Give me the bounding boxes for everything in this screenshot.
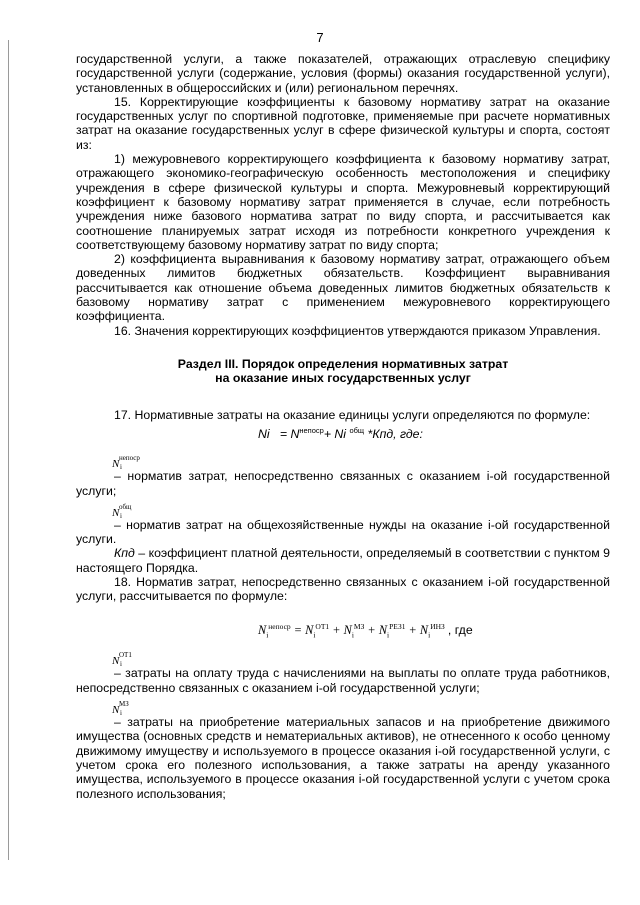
formula-1-tail: *Кпд, где: [367, 426, 423, 441]
def1-symbol: N непоср i [112, 454, 140, 471]
formula-1 [76, 424, 610, 441]
definition-3: – затраты на оплату труда с начислениями на выплаты по оплате труда работников, непосредственно связанных с оказанием i-ой государственной услуги; [76, 666, 610, 695]
paragraph-18: 18. Норматив затрат, непосредственно связанных с оказанием i-ой государственной услуги, рассчитывается по формуле: [76, 575, 610, 604]
kpd-text: – коэффициент платной деятельности, определяемый в соответствии с пунктом 9 настоящего Порядка. [76, 546, 610, 575]
def2-symbol: N общ i [112, 502, 132, 520]
document-body [76, 52, 610, 801]
paragraph-15-2: 2) коэффициента выравнивания к базовому нормативу затрат, отражающего объем доведенных лимитов бюджетных обязательств. Коэффициент выравнивания рассчитывается как отношение объема доведенных лимитов бюджетных обязательств к базовому нормативу затрат с применением межуровневого корректирующего коэффициента. [76, 252, 610, 324]
definition-4: – затраты на приобретение материальных запасов и на приобретение движимого имущества (основных средств и нематериальных активов), не отнесенного к особо ценному движимому имуществу и используемого в процессе оказания i-ой государственной услуги, с учетом срока его полезного использования, а также затраты на аренду указанного имущества, используемого в процессе оказания i-ой государственной услуги с учетом срока полезного использования; [76, 715, 610, 801]
def3-symbol: N ОТ1 i [112, 651, 132, 669]
definition-2: – норматив затрат на общехозяйственные нужды на оказание i-ой государственной услуги. [76, 517, 610, 547]
formula-1-lhs: Ni [258, 426, 270, 441]
kpd-symbol: Кпд [114, 546, 135, 561]
formula-1-plus: + Ni [323, 426, 347, 441]
definition-1: – норматив затрат, непосредственно связанных с оказанием i-ой государственной услуги; [76, 469, 610, 498]
page-edge-line [8, 40, 9, 860]
formula-1-sup1: непоср [299, 425, 324, 435]
paragraph-16: 16. Значения корректирующих коэффициентов утверждаются приказом Управления. [114, 323, 601, 338]
formula-1-eq: = N [279, 426, 300, 441]
section-title [76, 357, 610, 386]
section-title-line-2: на оказание иных государственных услуг [215, 371, 471, 386]
formula-1-sup2: общ [349, 425, 365, 435]
paragraph-intro: государственной услуги, а также показателей, отражающих отраслевую специфику государственной услуги (содержание, условия (формы) оказания государственной услуги), установленных в общероссийских и (или) региональном перечнях. [76, 52, 610, 95]
page-number: 7 [316, 30, 324, 45]
definition-kpd [76, 546, 610, 575]
paragraph-15: 15. Корректирующие коэффициенты к базовому нормативу затрат на оказание государственных услуг по спортивной подготовке, применяемые при расчете нормативных затрат на оказание государственных услуг в сфере физической культуры и спорта, состоят из: [76, 94, 610, 152]
formula-2: $N_i^{непоср} = N_i^{ОТ1} + N_i^{МЗ} + N_i^{РЕЗ1} + N_i^{ИНЗ}$ , где [258, 621, 473, 640]
paragraph-15-1: 1) межуровневого корректирующего коэффициента к базовому нормативу затрат, отражающего экономико-географическую особенность местоположения и специфику учреждения в сфере физической культуры и спорта. Межуровневый корректирующий коэффициент к базовому нормативу затрат применяется в случае, если потребность учреждения ниже базового норматива затрат по виду спорта, и рассчитывается как соотношение планируемых затрат исходя из потребности конкретного учреждения к соответствующему базовому нормативу затрат по виду спорта; [76, 152, 610, 252]
paragraph-17: 17. Нормативные затраты на оказание единицы услуги определяются по формуле: [114, 407, 591, 422]
def4-symbol: N МЗ i [112, 700, 129, 717]
section-title-line-1: Раздел III. Порядок определения нормативных затрат [177, 356, 509, 371]
